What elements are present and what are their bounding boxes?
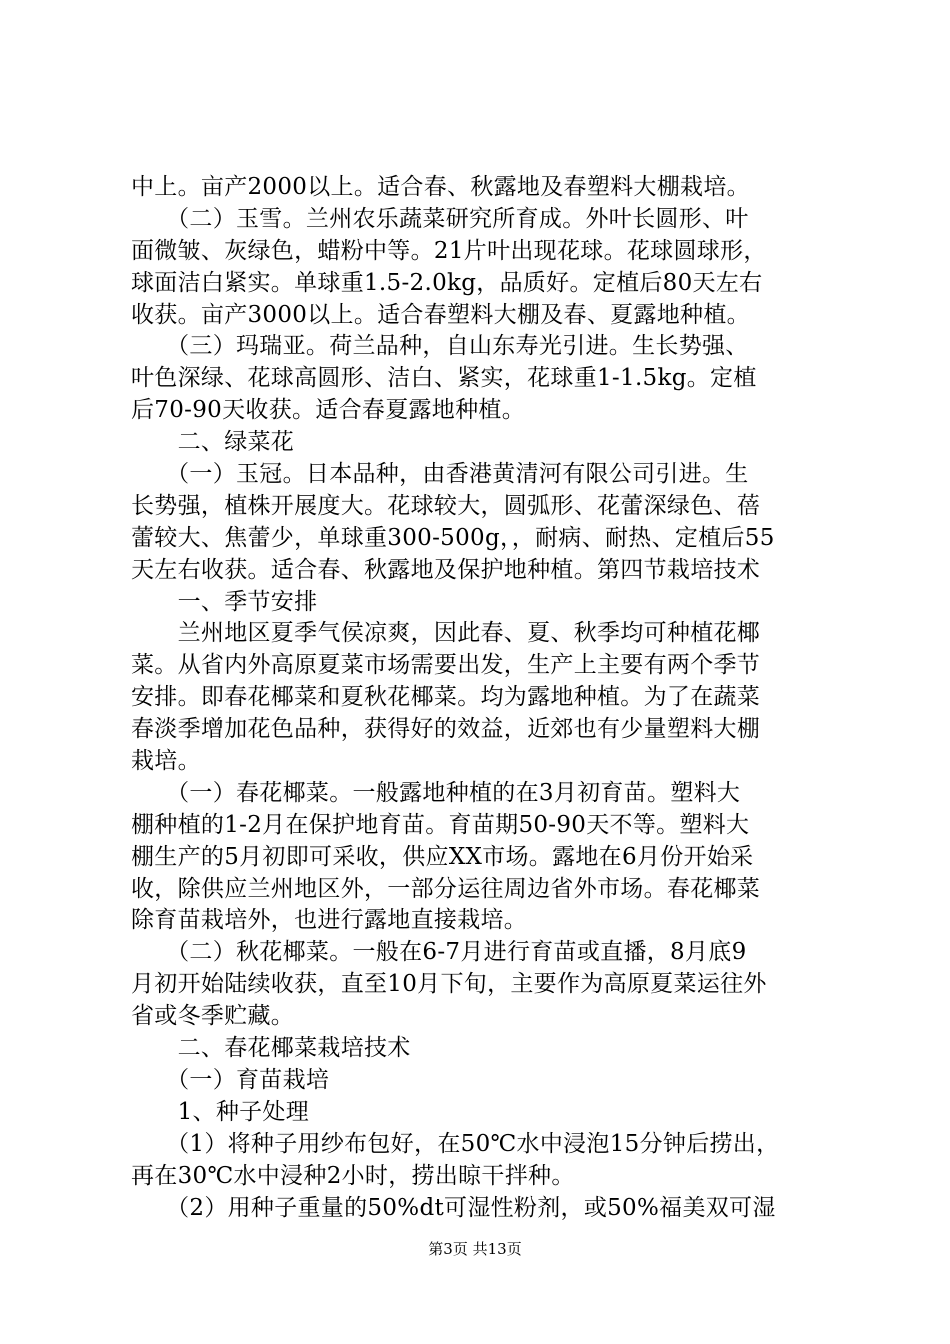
body-text [131, 172, 851, 1224]
text-line: 收，除供应兰州地区外，一部分运往周边省外市场。春花椰菜 [131, 875, 761, 902]
text-line: 省或冬季贮藏。 [131, 1003, 295, 1030]
text-line: 天左右收获。适合春、秋露地及保护地种植。第四节栽培技术 [131, 556, 761, 583]
text-line: 安排。即春花椰菜和夏秋花椰菜。均为露地种植。为了在蔬菜 [131, 684, 761, 711]
text-line: 后70-90天收获。适合春夏露地种植。 [131, 397, 526, 424]
text-line: 收获。亩产3000以上。适合春塑料大棚及春、夏露地种植。 [131, 301, 750, 328]
text-line: 球面洁白紧实。单球重1.5-2.0kg，品质好。定植后80天左右 [131, 269, 763, 296]
text-line: 菜。从省内外高原夏菜市场需要出发，生产上主要有两个季节 [131, 652, 761, 679]
text-line: 再在30℃水中浸种2小时，捞出晾干拌种。 [131, 1162, 575, 1189]
text-line: （一）春花椰菜。一般露地种植的在3月初育苗。塑料大 [131, 779, 741, 806]
text-line: 二、绿菜花 [131, 429, 295, 456]
text-line: （二）玉雪。兰州农乐蔬菜研究所育成。外叶长圆形、叶 [131, 205, 749, 232]
text-line: 叶色深绿、花球高圆形、洁白、紧实，花球重1-1.5kg。定植 [131, 365, 757, 392]
text-line: 面微皱、灰绿色，蜡粉中等。21片叶出现花球。花球圆球形， [131, 237, 767, 264]
text-line: 1、种子处理 [131, 1098, 310, 1125]
text-line: （三）玛瑞亚。荷兰品种，自山东寿光引进。生长势强、 [131, 333, 749, 360]
text-line: 兰州地区夏季气侯凉爽，因此春、夏、秋季均可种植花椰 [131, 620, 761, 647]
text-line: 栽培。 [131, 748, 201, 775]
text-line: 春淡季增加花色品种，获得好的效益，近郊也有少量塑料大棚 [131, 716, 761, 743]
text-line: （一）育苗栽培 [131, 1066, 330, 1093]
text-line: （1）将种子用纱布包好，在50℃水中浸泡15分钟后捞出， [131, 1130, 780, 1157]
text-line: 月初开始陆续收获，直至10月下旬，主要作为高原夏菜运往外 [131, 971, 767, 998]
text-line: （2）用种子重量的50%dt可湿性粉剂，或50%福美双可湿 [131, 1194, 776, 1221]
text-line: （二）秋花椰菜。一般在6-7月进行育苗或直播，8月底9 [131, 939, 747, 966]
page-footer: 第3页 共13页 [428, 1240, 522, 1258]
text-line: 除育苗栽培外，也进行露地直接栽培。 [131, 907, 528, 934]
text-line: 一、季节安排 [131, 588, 318, 615]
text-line: 长势强，植株开展度大。花球较大，圆弧形、花蕾深绿色、蓓 [131, 492, 761, 519]
text-line: 蕾较大、焦蕾少，单球重300-500g，，耐病、耐热、定植后55 [131, 524, 775, 551]
text-line: 棚种植的1-2月在保护地育苗。育苗期50-90天不等。塑料大 [131, 811, 750, 838]
text-line: 中上。亩产2000以上。适合春、秋露地及春塑料大棚栽培。 [131, 174, 750, 200]
text-line: （一）玉冠。日本品种，由香港黄清河有限公司引进。生 [131, 461, 749, 488]
text-line: 二、春花椰菜栽培技术 [131, 1035, 411, 1062]
text-line: 棚生产的5月初即可采收，供应XX市场。露地在6月份开始采 [131, 843, 754, 870]
